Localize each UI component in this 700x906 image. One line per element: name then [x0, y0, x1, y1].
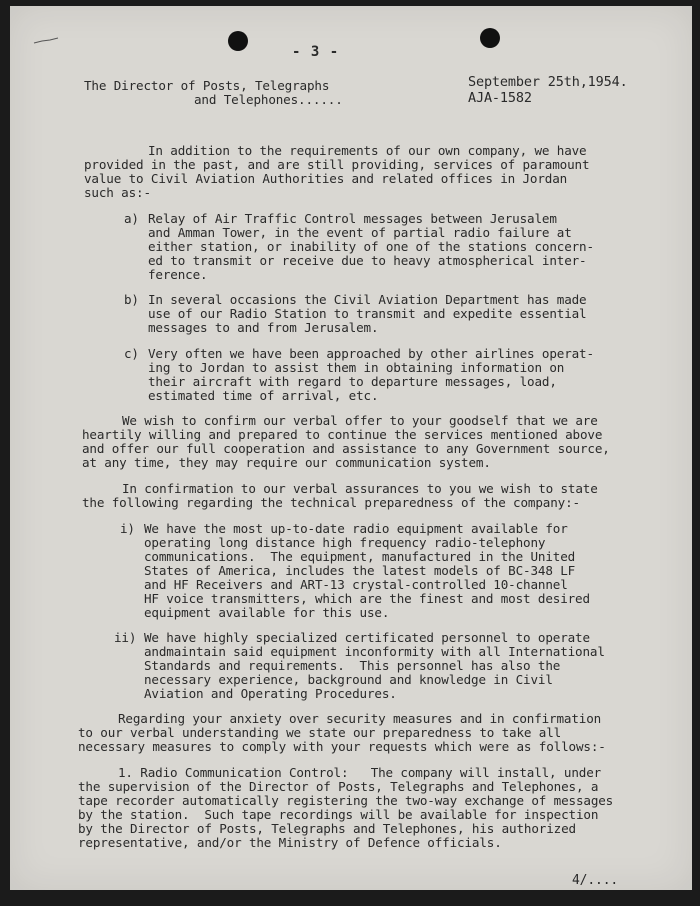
item-a-label: a) [124, 211, 139, 226]
item-b-line: In several occasions the Civil Aviation Department has made [148, 292, 587, 307]
security-line: Regarding your anxiety over security measures and in confirmation [118, 711, 602, 726]
item-i-line: We have the most up-to-date radio equipment available for [144, 521, 568, 536]
item-b-line: messages to and from Jerusalem. [148, 320, 379, 335]
offer-line: at any time, they may require our communication system. [82, 455, 491, 470]
continuation-marker: 4/.... [572, 873, 619, 888]
security-line: to our verbal understanding we state our preparedness to take all [78, 725, 562, 740]
item-i-line: equipment available for this use. [144, 605, 390, 620]
document-page [10, 6, 692, 890]
intro-line: such as:- [84, 185, 151, 200]
item-a-line: ference. [148, 267, 208, 282]
item-c-line: Very often we have been approached by other airlines operat- [148, 346, 594, 361]
radio-control-line: tape recorder automatically registering the two-way exchange of messages [78, 793, 614, 808]
radio-control-line: the supervision of the Director of Posts, Telegraphs and Telephones, a [78, 779, 599, 794]
item-c-line: estimated time of arrival, etc. [148, 388, 379, 403]
technical-intro-line: the following regarding the technical preparedness of the company:- [82, 495, 580, 510]
item-a-line: ed to transmit or receive due to heavy atmospherical inter- [148, 253, 587, 268]
item-ii-label: ii) [114, 630, 137, 645]
page-number: - 3 - [292, 44, 340, 60]
punch-hole-right [480, 28, 500, 48]
item-a-line: and Amman Tower, in the event of partial radio failure at [148, 225, 572, 240]
intro-line: In addition to the requirements of our own company, we have [148, 143, 587, 158]
item-ii-line: andmaintain said equipment inconformity with all International [144, 644, 605, 659]
item-ii-line: necessary experience, background and knowledge in Civil [144, 672, 553, 687]
item-ii-line: Standards and requirements. This personnel has also the [144, 658, 561, 673]
intro-line: value to Civil Aviation Authorities and related offices in Jordan [84, 171, 568, 186]
addressee-line-1: The Director of Posts, Telegraphs [84, 78, 330, 93]
item-c-line: ing to Jordan to assist them in obtaining information on [148, 360, 565, 375]
item-ii-line: We have highly specialized certificated personnel to operate [144, 630, 590, 645]
pencil-mark [32, 36, 62, 46]
item-c-label: c) [124, 346, 139, 361]
intro-line: provided in the past, and are still providing, services of paramount [84, 157, 590, 172]
letter-date: September 25th,1954. [468, 74, 628, 90]
radio-control-line: representative, and/or the Ministry of Defence officials. [78, 835, 502, 850]
item-i-line: HF voice transmitters, which are the finest and most desired [144, 591, 590, 606]
item-ii-line: Aviation and Operating Procedures. [144, 686, 397, 701]
offer-line: We wish to confirm our verbal offer to your goodself that we are [122, 413, 598, 428]
radio-control-line: by the station. Such tape recordings will be available for inspection [78, 807, 599, 822]
item-i-line: communications. The equipment, manufactured in the United [144, 549, 576, 564]
item-i-line: operating long distance high frequency radio-telephony [144, 535, 546, 550]
addressee-line-2: and Telephones...... [194, 92, 343, 107]
punch-hole-left [228, 31, 248, 51]
item-a-line: Relay of Air Traffic Control messages between Jerusalem [148, 211, 557, 226]
reference-number: AJA-1582 [468, 90, 532, 106]
item-b-line: use of our Radio Station to transmit and expedite essential [148, 306, 587, 321]
item-a-line: either station, or inability of one of the stations concern- [148, 239, 594, 254]
offer-line: heartily willing and prepared to continue the services mentioned above [82, 427, 603, 442]
item-b-label: b) [124, 292, 139, 307]
item-i-label: i) [120, 521, 135, 536]
item-i-line: and HF Receivers and ART-13 crystal-controlled 10-channel [144, 577, 568, 592]
radio-control-line: 1. Radio Communication Control: The company will install, under [118, 765, 602, 780]
item-i-line: States of America, includes the latest models of BC-348 LF [144, 563, 576, 578]
item-c-line: their aircraft with regard to departure messages, load, [148, 374, 557, 389]
technical-intro-line: In confirmation to our verbal assurances to you we wish to state [122, 481, 598, 496]
security-line: necessary measures to comply with your requests which were as follows:- [78, 739, 606, 754]
offer-line: and offer our full cooperation and assistance to any Government source, [82, 441, 610, 456]
radio-control-line: by the Director of Posts, Telegraphs and Telephones, his authorized [78, 821, 576, 836]
